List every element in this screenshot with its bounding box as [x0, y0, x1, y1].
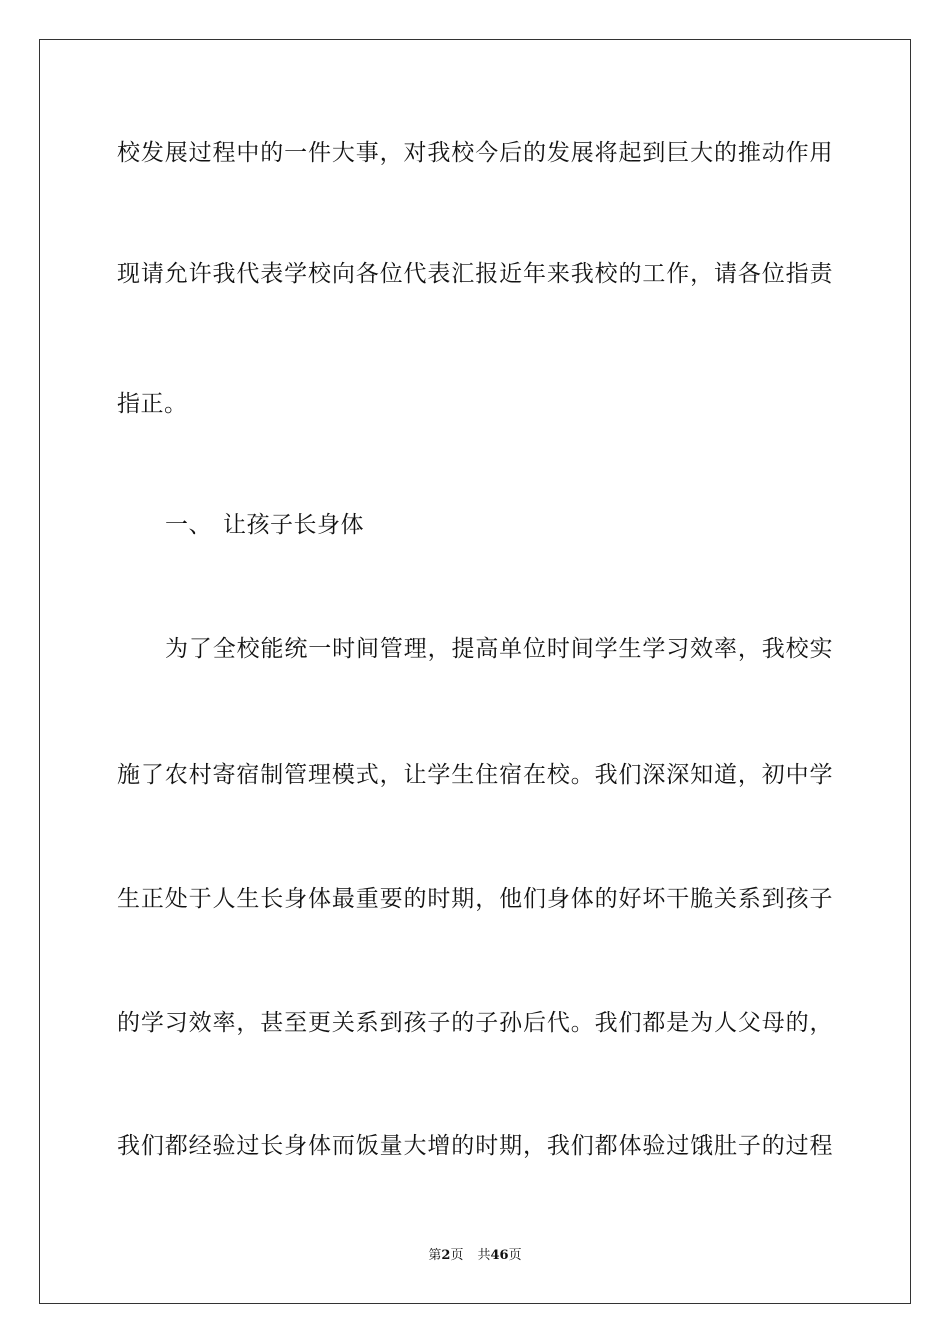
- text-line: 的学习效率，甚至更关系到孩子的子孙后代。我们都是为人父母的，: [117, 1010, 833, 1036]
- text-line: 校发展过程中的一件大事，对我校今后的发展将起到巨大的推动作用: [117, 140, 833, 166]
- text-line: 我们都经验过长身体而饭量大增的时期，我们都体验过饿肚子的过程: [117, 1133, 833, 1159]
- page-prefix: 第: [428, 1248, 442, 1263]
- text-line: 为了全校能统一时间管理，提高单位时间学生学习效率，我校实: [165, 636, 833, 662]
- text-line: 现请允许我代表学校向各位代表汇报近年来我校的工作，请各位指责: [117, 261, 833, 287]
- section-heading: [165, 510, 364, 540]
- section-title: 让孩子长身体: [223, 512, 364, 538]
- total-pages: 46: [490, 1248, 509, 1263]
- page-footer: [0, 1248, 950, 1264]
- total-suffix: 页: [508, 1248, 522, 1263]
- text-line: 施了农村寄宿制管理模式，让学生住宿在校。我们深深知道，初中学: [117, 762, 833, 788]
- page-number: 2: [441, 1248, 451, 1263]
- page-border: [39, 39, 911, 1304]
- text-line: 生正处于人生长身体最重要的时期，他们身体的好坏干脆关系到孩子: [117, 886, 833, 912]
- total-prefix: 共: [477, 1248, 491, 1263]
- section-number: 一、: [165, 512, 212, 538]
- page-suffix: 页: [450, 1248, 464, 1263]
- text-line: 指正。: [117, 391, 188, 417]
